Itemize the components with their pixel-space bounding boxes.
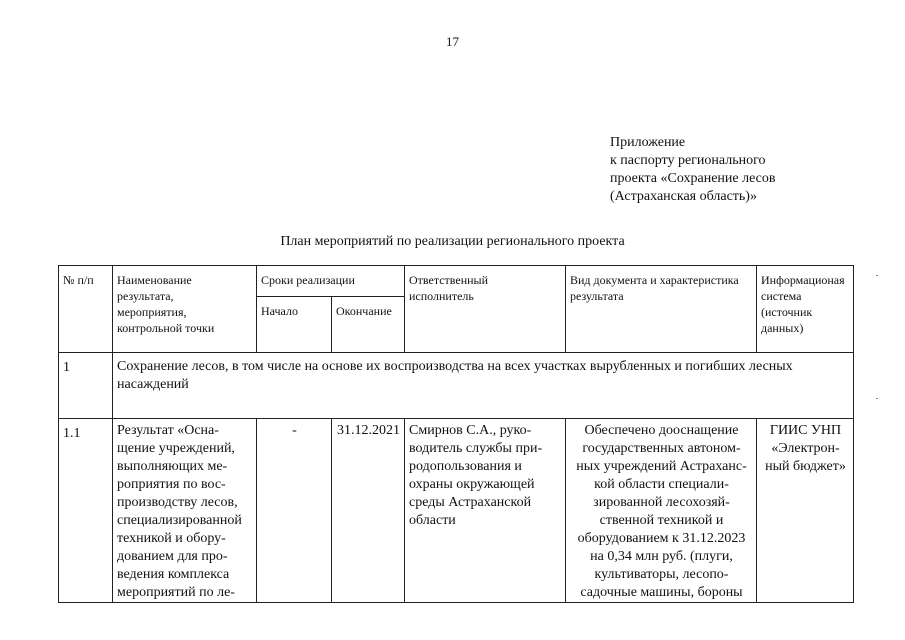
row-info: ГИИС УНП «Электрон- ный бюджет» [765,423,846,474]
plan-table [58,265,854,603]
appendix-note [610,134,775,206]
section-text-cell [113,353,854,419]
page-number: 17 [446,34,459,49]
header-start-cell [257,297,332,353]
row-num-cell [59,419,113,603]
appendix-line: к паспорту регионального [610,153,766,168]
header-info: Информационая система (источник данных) [761,273,845,335]
section-num-cell [59,353,113,419]
header-end: Окончание [336,304,392,318]
header-document: Вид документа и характеристика результата [570,273,739,303]
row-end-cell [332,419,405,603]
row-name: Результат «Осна- щение учреждений, выполняющих ме- роприятия по вос- производству лесов, специализированной техникой и обору- дованием для про- ведения комплекса мероприятий по ле- [117,423,242,600]
plan-title: План мероприятий по реализации регионального проекта [280,234,625,249]
header-responsible: Ответственный исполнитель [409,273,489,303]
scan-speck [876,275,878,276]
header-terms: Сроки реализации [261,273,355,287]
row-document-cell [566,419,757,603]
header-responsible-cell [405,266,566,353]
header-info-cell [757,266,854,353]
section-text: Сохранение лесов, в том числе на основе их воспроизводства на всех участках вырубленных и погибших лесных насаждений [117,359,793,392]
header-end-cell [332,297,405,353]
row-start: - [292,423,297,438]
appendix-line: (Астраханская область)» [610,189,757,204]
row-num: 1.1 [63,426,81,441]
row-responsible-cell [405,419,566,603]
appendix-line: проекта «Сохранение лесов [610,171,776,186]
header-terms-cell [257,266,405,297]
header-document-cell [566,266,757,353]
header-name: Наименование результата, мероприятия, контрольной точки [117,273,215,335]
appendix-line: Приложение [610,135,686,150]
row-info-cell [757,419,854,603]
section-num: 1 [63,360,70,375]
header-name-cell [113,266,257,353]
header-num: № п/п [63,273,94,287]
header-num-cell [59,266,113,353]
header-start: Начало [261,304,298,318]
row-name-cell [113,419,257,603]
row-start-cell [257,419,332,603]
row-responsible: Смирнов С.А., руко- водитель службы при- родопользования и охраны окружающей среды Астраханской области [409,423,543,528]
scan-speck [876,398,878,399]
row-document: Обеспечено дооснащение государственных автоном- ных учреждений Астраханс- кой области специали- зированной лесохозяй- ственной техникой и оборудованием к 31.12.2023 на 0,34 млн руб. (плуги, культиваторы, лесопо- садочные машины, бороны [576,423,747,600]
row-end: 31.12.2021 [337,423,400,438]
